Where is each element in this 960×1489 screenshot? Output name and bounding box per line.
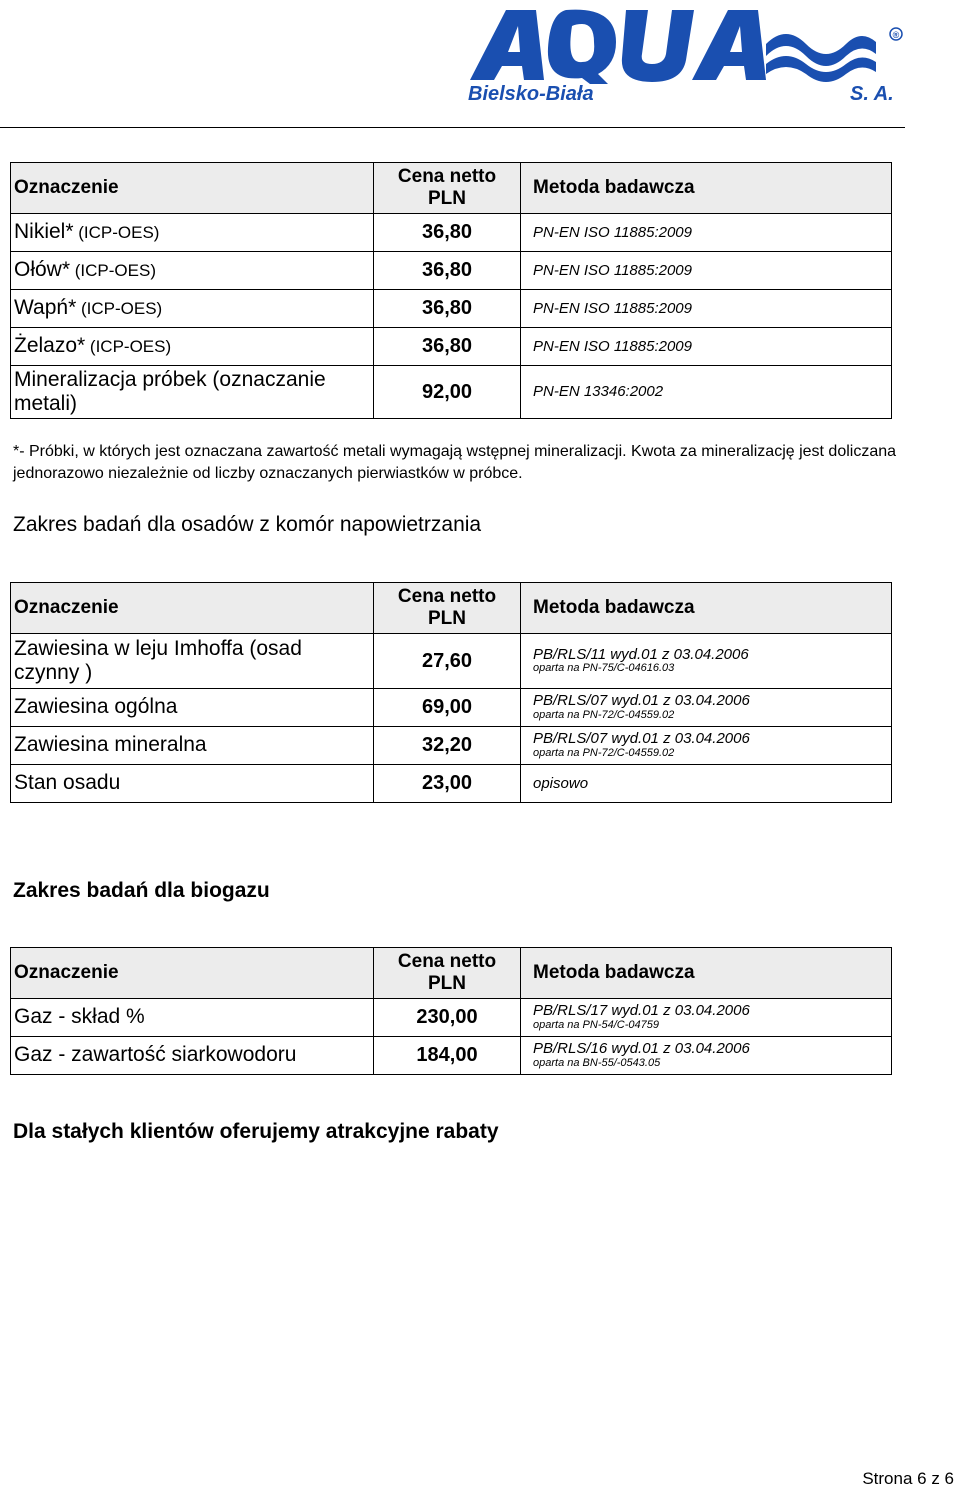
table-row xyxy=(11,689,892,727)
table-row xyxy=(11,999,892,1037)
row-name: Ołów* xyxy=(14,258,71,282)
row-name-suffix: (ICP-OES) xyxy=(73,223,160,243)
header-method: Metoda badawcza xyxy=(521,163,892,214)
table-row xyxy=(11,328,892,366)
row-name: Zawiesina w leju Imhoffa (osad czynny ) xyxy=(11,634,374,689)
page-number: Strona 6 z 6 xyxy=(862,1469,954,1488)
table-row xyxy=(11,214,892,252)
company-logo xyxy=(466,4,906,104)
row-method-note: oparta na PN-54/C-04759 xyxy=(533,1018,659,1031)
row-price: 23,00 xyxy=(374,765,521,803)
header-price: Cena netto PLN xyxy=(374,948,521,999)
table-row xyxy=(11,765,892,803)
row-method-note: oparta na PN-75/C-04616.03 xyxy=(533,662,675,675)
row-method: PB/RLS/16 wyd.01 z 03.04.2006 xyxy=(533,1040,750,1058)
table-row xyxy=(11,634,892,689)
row-name: Żelazo* xyxy=(14,334,86,358)
row-price: 36,80 xyxy=(374,214,521,252)
logo-suffix: S. A. xyxy=(850,83,894,104)
row-name: Nikiel* xyxy=(14,220,74,244)
logo-name: AQUA xyxy=(466,4,469,5)
header-method: Metoda badawcza xyxy=(521,948,892,999)
row-method: PN-EN ISO 11885:2009 xyxy=(521,252,892,290)
table-row xyxy=(11,727,892,765)
row-name-suffix: (ICP-OES) xyxy=(70,261,156,281)
row-name: Gaz - skład % xyxy=(11,999,374,1037)
svg-text:®: ® xyxy=(892,30,900,40)
row-price: 92,00 xyxy=(374,366,521,419)
header-name: Oznaczenie xyxy=(11,583,374,634)
row-name: Stan osadu xyxy=(11,765,374,803)
table-header-row xyxy=(11,583,892,634)
row-method: PN-EN 13346:2002 xyxy=(521,366,892,419)
row-method: PN-EN ISO 11885:2009 xyxy=(521,290,892,328)
footnote: *- Próbki, w których jest oznaczana zawartość metali wymagają wstępnej mineralizacji. Kwota za mineralizację jest doliczana jednorazowo niezależnie od liczby oznaczanych pierwiastków w próbce. xyxy=(13,443,897,482)
table-header-row xyxy=(11,163,892,214)
section-title-sludge: Zakres badań dla osadów z komór napowietrzania xyxy=(13,513,482,536)
row-method-note: oparta na PN-72/C-04559.02 xyxy=(533,708,675,721)
section-title-biogas: Zakres badań dla biogazu xyxy=(13,879,270,902)
row-method: PB/RLS/17 wyd.01 z 03.04.2006 xyxy=(533,1002,750,1020)
row-method: PN-EN ISO 11885:2009 xyxy=(521,214,892,252)
header-price: Cena netto PLN xyxy=(374,163,521,214)
row-name: Zawiesina ogólna xyxy=(11,689,374,727)
row-name: Wapń* xyxy=(14,296,77,320)
row-method: opisowo xyxy=(521,765,892,803)
biogas-price-table xyxy=(10,947,892,1075)
row-price: 36,80 xyxy=(374,328,521,366)
aqua-logo-graphic xyxy=(466,4,906,104)
metals-price-table xyxy=(10,162,892,419)
row-name: Mineralizacja próbek (oznaczanie metali) xyxy=(11,366,374,419)
table-header-row xyxy=(11,948,892,999)
header-price: Cena netto PLN xyxy=(374,583,521,634)
row-price: 32,20 xyxy=(374,727,521,765)
sludge-price-table xyxy=(10,582,892,803)
header-method: Metoda badawcza xyxy=(521,583,892,634)
row-name-suffix: (ICP-OES) xyxy=(85,337,172,357)
row-price: 27,60 xyxy=(374,634,521,689)
row-price: 36,80 xyxy=(374,290,521,328)
row-price: 69,00 xyxy=(374,689,521,727)
row-name-suffix: (ICP-OES) xyxy=(76,299,163,319)
row-method: PN-EN ISO 11885:2009 xyxy=(521,328,892,366)
table-row xyxy=(11,252,892,290)
header-name: Oznaczenie xyxy=(11,948,374,999)
header-name: Oznaczenie xyxy=(11,163,374,214)
row-price: 184,00 xyxy=(374,1037,521,1075)
row-method: PB/RLS/07 wyd.01 z 03.04.2006 xyxy=(533,692,750,710)
closing-note: Dla stałych klientów oferujemy atrakcyjne rabaty xyxy=(13,1120,499,1143)
row-method: PB/RLS/07 wyd.01 z 03.04.2006 xyxy=(533,730,750,748)
logo-location: Bielsko-Biała xyxy=(468,83,594,104)
row-method-note: oparta na PN-72/C-04559.02 xyxy=(533,746,675,759)
row-price: 36,80 xyxy=(374,252,521,290)
row-name: Zawiesina mineralna xyxy=(11,727,374,765)
row-method-note: oparta na BN-55/-0543.05 xyxy=(533,1056,661,1069)
table-row xyxy=(11,366,892,419)
table-row xyxy=(11,290,892,328)
table-row xyxy=(11,1037,892,1075)
header-divider xyxy=(0,127,905,128)
row-method: PB/RLS/11 wyd.01 z 03.04.2006 xyxy=(533,645,749,663)
row-name: Gaz - zawartość siarkowodoru xyxy=(11,1037,374,1075)
row-price: 230,00 xyxy=(374,999,521,1037)
